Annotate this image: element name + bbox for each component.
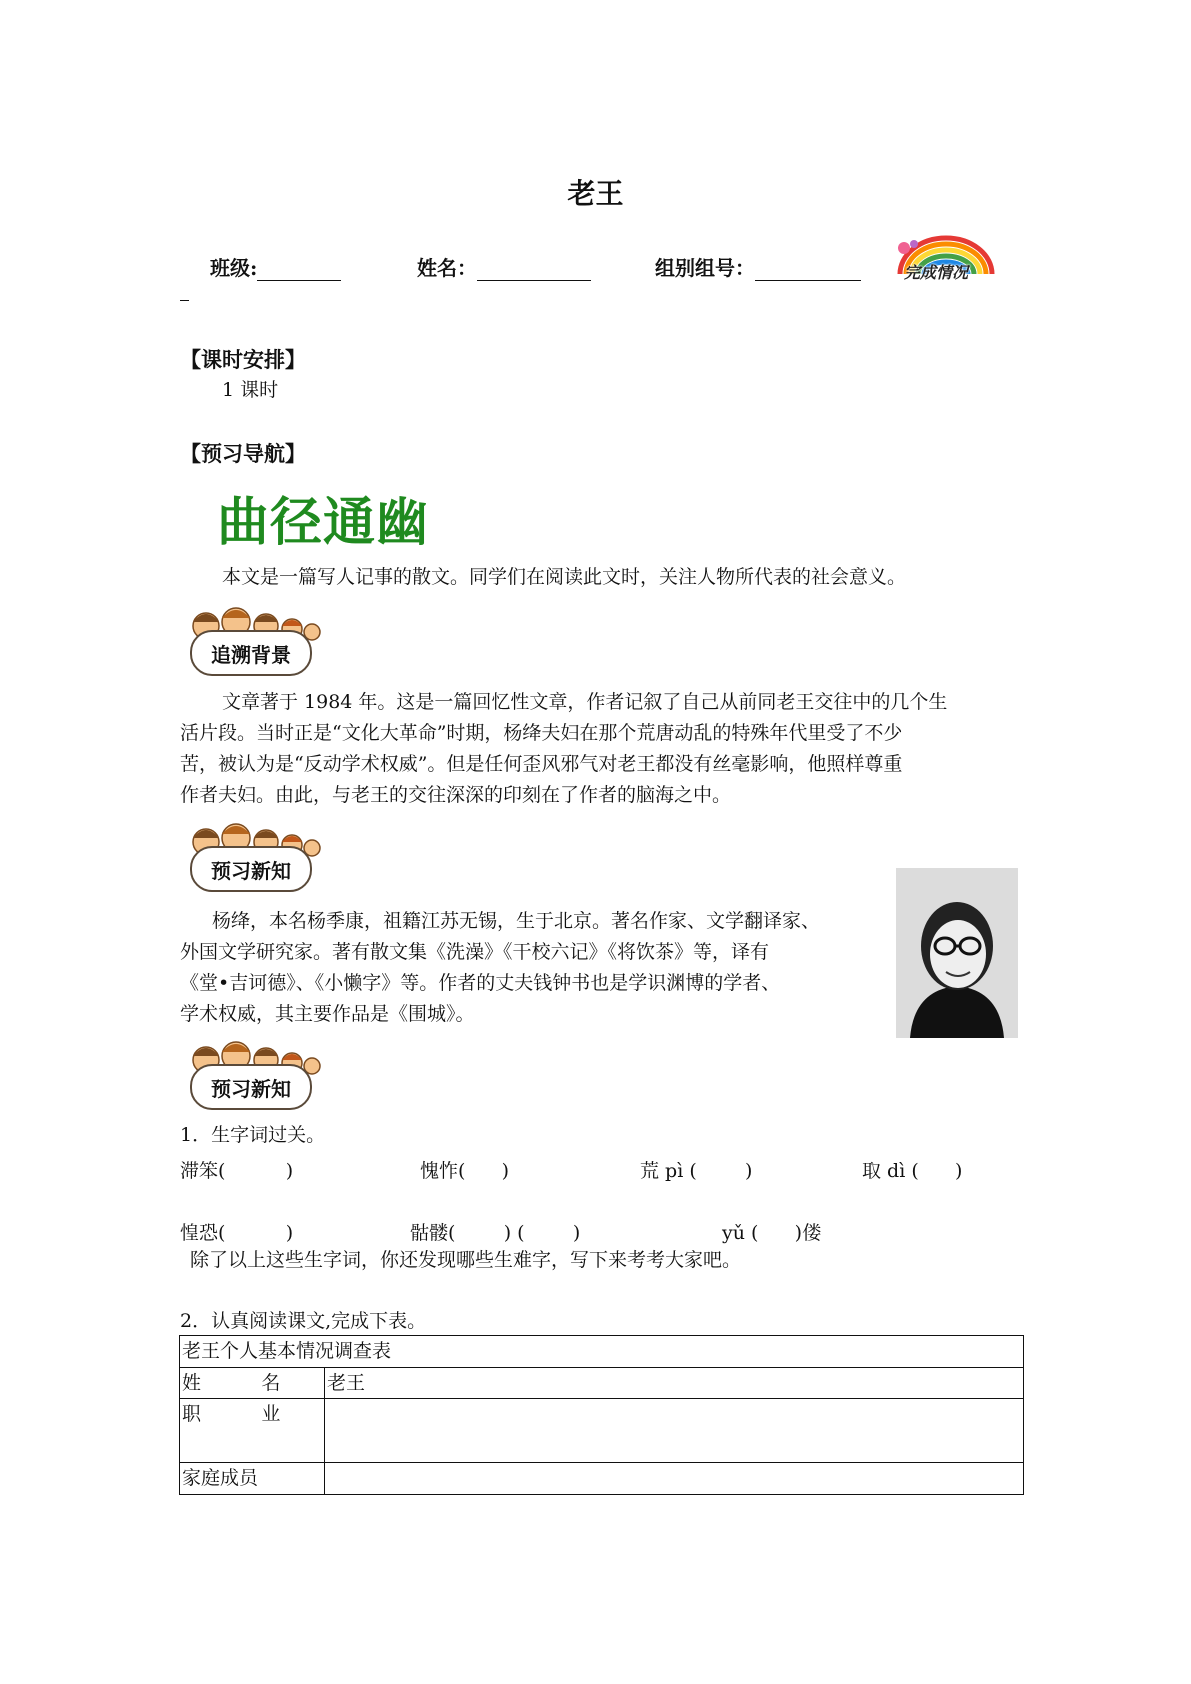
badge-preview-2-label: 预习新知	[190, 1064, 312, 1110]
class-blank[interactable]	[257, 260, 341, 281]
name-blank[interactable]	[477, 260, 591, 281]
completion-badge	[890, 234, 1002, 286]
badge-preview-1-label: 预习新知	[190, 846, 312, 892]
group-field[interactable]	[655, 252, 861, 281]
exercise1-heading: 1．生字词过关。	[180, 1124, 326, 1146]
table-row	[180, 1368, 1024, 1399]
completion-label: 完成情况	[904, 263, 969, 282]
background-line-1: 文章著于 1984 年。这是一篇回忆性文章，作者记叙了自己从前同老王交往中的几个生	[222, 691, 948, 713]
word-item-1[interactable]: 滞笨( )	[180, 1160, 294, 1182]
word-item-7[interactable]: yǔ ( )偻	[722, 1222, 822, 1244]
group-blank[interactable]	[755, 260, 861, 281]
exercise2-heading: 2．认真阅读课文,完成下表。	[180, 1310, 427, 1332]
author-photo	[896, 868, 1018, 1038]
row-label-name: 姓 名	[180, 1368, 325, 1399]
badge-preview-2	[180, 1038, 328, 1116]
table-caption: 老王个人基本情况调查表	[180, 1336, 1024, 1368]
page-title: 老王	[567, 177, 624, 210]
name-label: 姓名：	[417, 256, 477, 280]
author-line-1: 杨绛，本名杨季康，祖籍江苏无锡，生于北京。著名作家、文学翻译家、	[212, 910, 821, 932]
survey-table	[179, 1335, 1024, 1495]
class-label: 班级:	[210, 256, 258, 280]
background-line-4: 作者夫妇。由此，与老王的交往深深的印刻在了作者的脑海之中。	[180, 784, 732, 806]
schedule-heading: 【课时安排】	[180, 347, 306, 372]
word-item-5[interactable]: 惶恐( )	[180, 1222, 294, 1244]
portrait-image	[896, 868, 1018, 1038]
row-value-family[interactable]	[325, 1463, 1024, 1495]
table-row	[180, 1399, 1024, 1463]
schedule-text: 1 课时	[222, 379, 279, 401]
row-value-name[interactable]: 老王	[325, 1368, 1024, 1399]
banner-title: 曲径通幽	[217, 493, 430, 553]
class-field[interactable]	[210, 252, 341, 281]
badge-background	[180, 604, 328, 682]
word-item-4[interactable]: 取 dì ( )	[862, 1160, 963, 1182]
badge-background-label: 追溯背景	[190, 630, 312, 676]
word-item-3[interactable]: 荒 pì ( )	[640, 1160, 753, 1182]
group-label: 组别组号：	[655, 256, 755, 280]
badge-preview-1	[180, 820, 328, 898]
intro-text: 本文是一篇写人记事的散文。同学们在阅读此文时，关注人物所代表的社会意义。	[222, 566, 907, 588]
background-line-3: 苦，被认为是“反动学术权威”。但是任何歪风邪气对老王都没有丝毫影响，他照样尊重	[180, 753, 903, 775]
row-label-occupation: 职 业	[180, 1399, 325, 1463]
author-line-2: 外国文学研究家。著有散文集《洗澡》《干校六记》《将饮茶》等，译有	[180, 941, 770, 963]
name-field[interactable]	[417, 252, 591, 281]
table-row	[180, 1463, 1024, 1495]
author-line-4: 学术权威，其主要作品是《围城》。	[180, 1003, 475, 1025]
row-value-occupation[interactable]	[325, 1399, 1024, 1463]
row-label-family: 家庭成员	[180, 1463, 325, 1495]
word-item-2[interactable]: 愧怍( )	[420, 1160, 510, 1182]
word-item-6[interactable]: 骷髅( ) ( )	[410, 1222, 581, 1244]
background-line-2: 活片段。当时正是“文化大革命”时期，杨绛夫妇在那个荒唐动乱的特殊年代里受了不少	[180, 722, 903, 744]
preview-heading: 【预习导航】	[180, 441, 306, 466]
author-line-3: 《堂•吉诃德》、《小懒字》等。作者的丈夫钱钟书也是学识渊博的学者、	[180, 972, 781, 994]
exercise1-note: 除了以上这些生字词，你还发现哪些生难字，写下来考考大家吧。	[190, 1249, 742, 1271]
stray-underline	[180, 300, 189, 301]
